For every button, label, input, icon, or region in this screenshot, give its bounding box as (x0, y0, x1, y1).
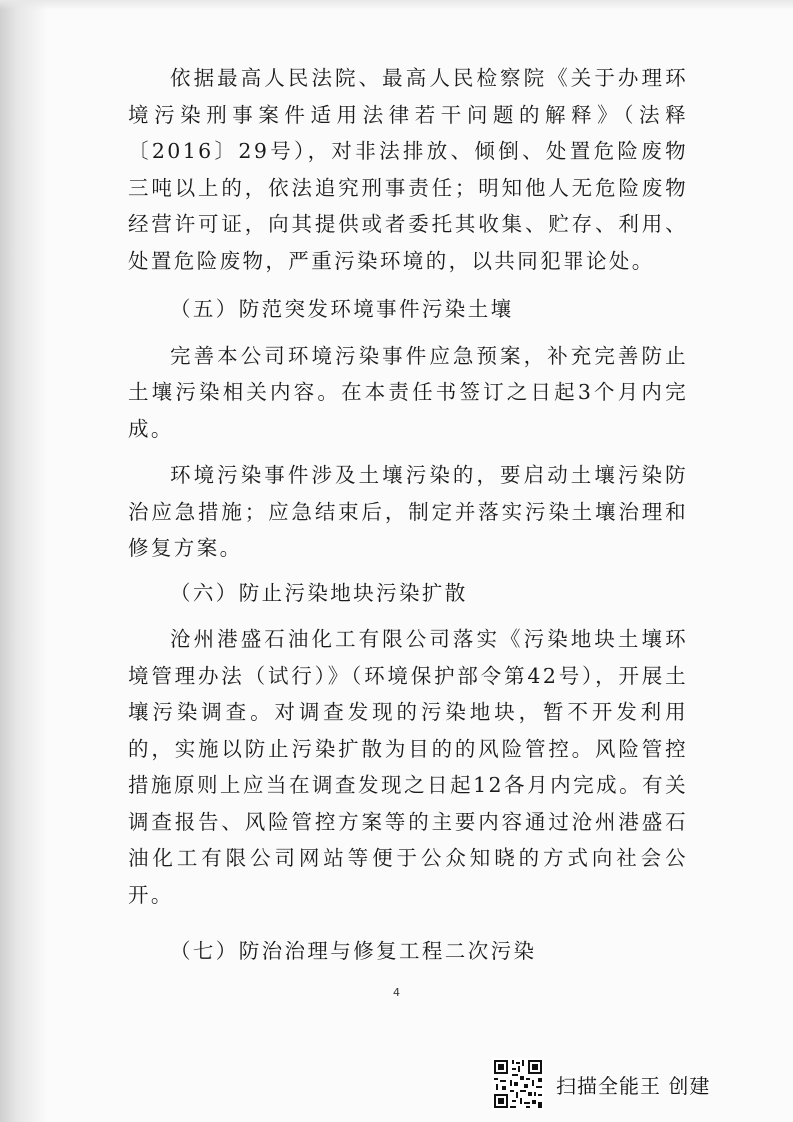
page-edge-shadow (0, 0, 48, 1122)
qr-code-icon (492, 1058, 544, 1110)
document-body (128, 60, 688, 970)
watermark-label: 扫描全能王 创建 (556, 1073, 711, 1098)
paragraph-legal-basis: 依据最高人民法院、最高人民检察院《关于办理环境污染刑事案件适用法律若干问题的解释》（法释〔2016〕29号），对非法排放、倾倒、处置危险废物三吨以上的，依法追究刑事责任；明知他人无危险废物经营许可证，向其提供或者委托其收集、贮存、利用、处置危险废物，严重污染环境的，以共同犯罪论处。 (128, 66, 688, 273)
heading-section-5: （五）防范突发环境事件污染土壤 (170, 297, 514, 321)
heading-section-7: （七）防治治理与修复工程二次污染 (170, 939, 537, 963)
heading-section-6: （六）防止污染地块污染扩散 (170, 580, 468, 605)
paragraph-contaminated-site: 沧州港盛石油化工有限公司落实《污染地块土壤环境管理办法（试行）》（环境保护部令第42号），开展土壤污染调查。对调查发现的污染地块，暂不开发利用的，实施以防止污染扩散为目的的风险管控。风险管控措施原则上应当在调查发现之日起12各月内完成。有关调查报告、风险管控方案等的主要内容通过沧州港盛石油化工有限公司网站等便于公众知晓的方式向社会公开。 (128, 627, 688, 907)
paragraph-emergency-measures: 环境污染事件涉及土壤污染的，要启动土壤污染防治应急措施；应急结束后，制定并落实污染土壤治理和修复方案。 (128, 463, 688, 560)
scanner-watermark (492, 1058, 710, 1110)
page-number: 4 (393, 986, 400, 999)
page-top-shadow (0, 0, 793, 10)
paragraph-emergency-plan: 完善本公司环境污染事件应急预案，补充完善防止土壤污染相关内容。在本责任书签订之日起3个月内完成。 (128, 343, 688, 441)
